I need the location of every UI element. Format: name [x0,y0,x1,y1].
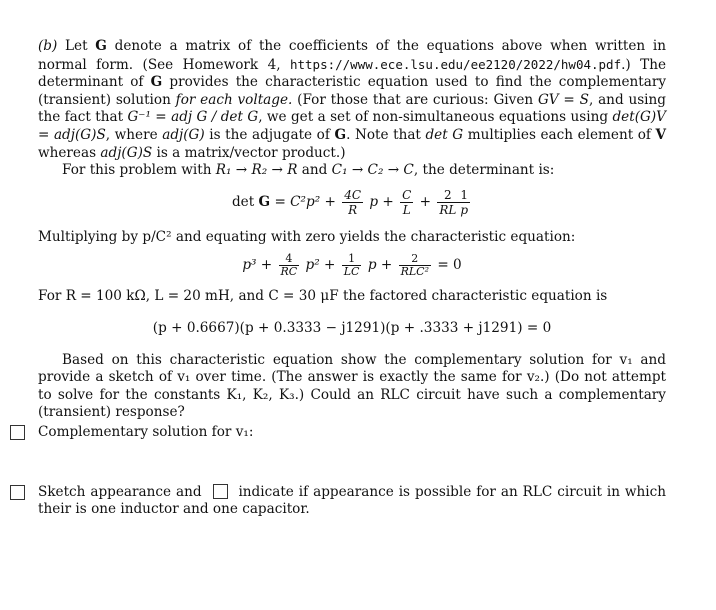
text-segment: whereas [38,144,97,161]
sketch-row [38,484,666,519]
fraction-denominator: p [460,202,469,217]
answer-space [38,442,666,480]
text-segment: . Note that [346,126,421,143]
fraction-denominator: RLC² [400,265,429,279]
text-segment: .) The determinant of [38,56,667,91]
fraction-numerator: 4 [279,253,300,266]
fraction-denominator: R [348,202,358,217]
fraction-2-over-rl [437,188,458,217]
fraction-numerator: 4C [344,187,362,202]
complementary-solution-checkbox[interactable] [10,425,25,440]
text-segment: is the adjugate of [209,126,330,143]
text-segment: is a matrix/vector product.) [156,144,346,161]
part-b-paragraph [38,38,666,162]
values-paragraph: For R = 100 kΩ, L = 20 mH, and C = 30 μF the factored characteristic equation is [38,288,608,305]
equation-term: p³ + [242,257,273,274]
text-segment: Let [65,38,88,54]
equation-term: p + [369,193,394,210]
fraction-numerator: 2 [399,253,431,266]
inline-equation: GV = S [537,91,589,108]
inline-equation: det(G)V = adj(G)S [38,109,666,143]
problem-page [38,38,666,519]
text-segment: denote a matrix of the coefficients of the equations above when written in normal form. (See Homework 4, [38,38,666,73]
equation-term: = 0 [437,257,462,274]
matrix-g: G [334,126,347,143]
multiply-paragraph: Multiplying by p/C² and equating with zero yields the characteristic equation: [38,228,576,245]
sketch-label: Sketch appearance and [38,483,202,500]
text-segment: (For those that are curious: Given [297,91,534,108]
text-segment: , we get a set of non-simultaneous equations using [258,109,609,126]
fraction-numerator: 1 [342,253,362,266]
text-segment: multiplies each element of [467,126,651,143]
fraction-c-over-l [400,188,413,217]
homework-url[interactable]: https://www.ece.lsu.edu/ee2120/2022/hw04.pdf [289,56,622,72]
text-segment: For this problem with [62,162,212,179]
inline-equation: C₁ → C₂ → C [331,162,414,179]
factored-equation: (p + 0.6667)(p + 0.3333 − j1291)(p + .3333 + j1291) = 0 [152,319,552,336]
inline-equation: G⁻¹ = adj G / det G [127,109,259,126]
task-paragraph: Based on this characteristic equation show the complementary solution for v₁ and provide a sketch of v₁ over time. (The answer is exactly the same for v₂.) (Do not attempt to solve for the constants K₁, K₂, K₃.) Could an RLC circuit have such a complementary (transient) response? [38,351,666,421]
fraction-denominator: RL [439,202,457,217]
vector-v: V [655,126,667,143]
text-segment: and [301,162,328,179]
fraction-denominator: L [402,202,411,217]
matrix-g: G [150,74,163,91]
fraction-numerator: 1 [458,188,470,203]
equation-term: = C²p² + [274,193,336,210]
equation-term: p² + [305,257,336,274]
matrix-g: G [95,38,107,54]
fraction-denominator: LC [343,265,360,279]
complementary-solution-label: Complementary solution for v₁: [38,423,254,440]
matrix-g: G [258,193,271,210]
complementary-solution-row [38,424,666,442]
fraction-denominator: RC [280,265,298,279]
rlc-possible-label: indicate if appearance is possible for an RLC circuit in which their is one inductor and one capacitor. [38,483,666,518]
fraction-4-over-rc [279,253,300,278]
inline-equation: adj(G) [162,126,205,143]
equation-term: + [419,193,432,210]
fraction-1-over-lc [342,253,362,278]
fraction-numerator: C [402,187,412,202]
text-segment: , and using the fact that [38,91,666,126]
text-segment: provides the characteristic equation used to find the complementary (transient) solution [38,74,667,108]
fraction-1-over-p [458,188,470,217]
text-segment: , the determinant is: [413,162,555,179]
inline-equation: R₁ → R₂ → R [215,162,298,179]
characteristic-equation [38,253,666,278]
fraction-numerator: 2 [437,188,458,203]
det-operator: det [231,193,255,210]
inline-equation: adj(G)S [100,144,153,161]
sketch-text [38,484,666,519]
inline-equation: det G [425,126,464,143]
part-label: (b) [38,38,58,54]
rlc-possible-checkbox[interactable] [213,484,228,499]
equation-term: p + [367,257,393,274]
fraction-4c-over-r [342,188,363,217]
substitution-paragraph [38,162,666,180]
emphasis-text: for each voltage. [175,91,293,108]
text-segment: , where [105,126,158,143]
fraction-2-over-rlc2 [399,253,431,278]
determinant-equation [38,188,666,217]
sketch-checkbox[interactable] [10,485,25,500]
